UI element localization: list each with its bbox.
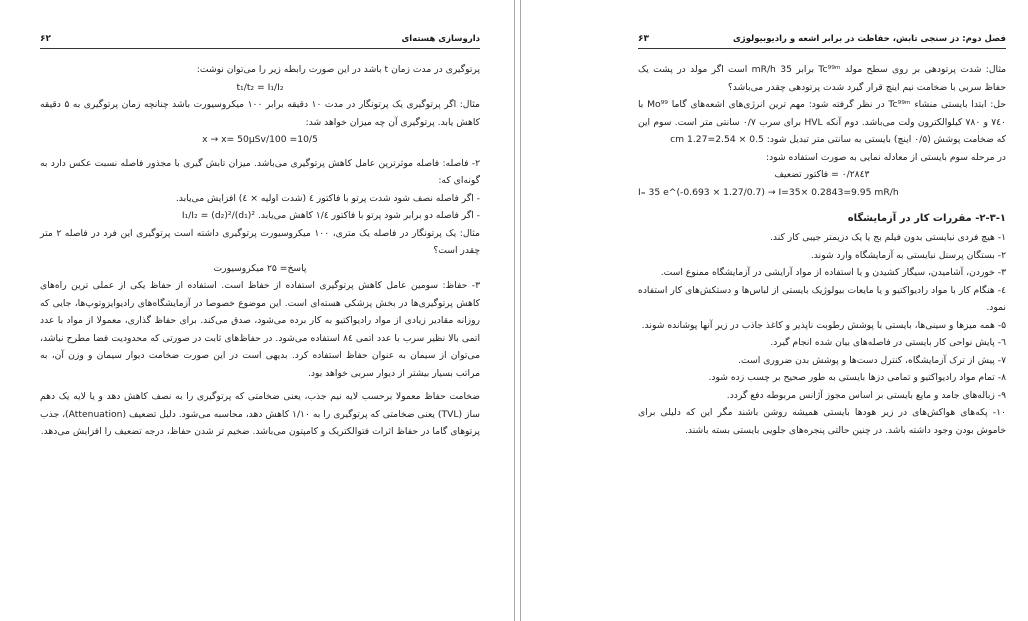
rule-item: ٤- هنگام کار با مواد رادیواکتیو و یا مایعات بیولوژیک بایستی از لباس‌ها و دستکش‌های کار استفاده نمود.	[638, 284, 1006, 313]
rule-item: ۲- بستگان پرسنل نبایستی به آزمایشگاه وارد شوند.	[810, 249, 1006, 261]
right-page-header	[638, 34, 1006, 49]
paragraph: حل: ابتدا بایستی منشاء Tc⁹⁹ᵐ در نظر گرفته شود: مهم ترین انرژی‌های اشعه‌های گاما Mo⁹⁹ با ۷٤۰ و ۷۸۰ کیلوالکترون ولت می‌باشد. دوم آنکه HVL برای سرب ۰/۷ سانتی متر است. سوم این که ضخامت پوشش (۰/۵ اینچ) بایستی به سانتی متر تبدیل شود: 0.5 × 2.54=1.27 cm	[638, 99, 1006, 145]
paragraph: ضخامت حفاظ معمولا برحسب لایه نیم جذب، یعنی ضخامتی که پرتوگیری را به نصف کاهش دهد و یا لایه یک دهم ساز (TVL) یعنی ضخامتی که پرتوگیری را به ۱/۱۰ کاهش دهد، محاسبه می‌شود. دلیل تضعیف (Attenuation)، جذب پرتوهای گاما در حفاظ اثرات فتوالکتریک و کامپتون می‌باشد. ضخیم تر شدن حفاظ، درجه تضعیف را افزایش می‌دهد.	[40, 391, 480, 437]
rule-item: ۵- همه میزها و سینی‌ها، بایستی با پوشش رطوبت ناپذیر و کاغذ جاذب در زیر آنها پوشانده شوند.	[641, 319, 1006, 331]
rule-item: ۸- تمام مواد رادیواکتیو و تمامی دزها بایستی به طور صحیح بر چسب زده شود.	[708, 372, 1006, 383]
right-header-title: فصل دوم: دز سنجی تابش، حفاظت در برابر اشعه و رادیوبیولوژی	[733, 34, 1006, 44]
paragraph: ۲- فاصله: فاصله موثرترین عامل کاهش پرتوگیری می‌باشد. میزان تابش گیری با مجذور فاصله نسبت عکس دارد به گونه‌ای که:	[40, 157, 480, 186]
gutter-line-left	[514, 0, 515, 621]
rule-item: ۱- هیچ فردی نبایستی بدون فیلم بج یا یک دزیمتر جیبی کار کند.	[769, 232, 1006, 243]
section-heading: ۲-۳-۱- مقررات کار در آزمایشگاه	[847, 213, 1006, 224]
formula: t₁/t₂ = I₁/I₂	[236, 81, 284, 93]
left-page	[0, 0, 510, 621]
paragraph: مثال: اگر پرتوگیری یک پرتونگار در مدت ۱۰ دقیقه برابر ۱۰۰ میکروسیورت باشد چنانچه زمان پرتوگیری به ۵ دقیقه کاهش یابد. پرتوگیری آن چه میزان خواهد شد:	[40, 99, 480, 128]
paragraph: ۳- حفاظ: سومین عامل کاهش پرتوگیری استفاده از حفاظ است. استفاده از حفاظ یکی از عملی ترین راه‌های کاهش پرتوگیری‌ها در بخش پزشکی هسته‌ای است. این موضوع خصوصا در آزمایشگاه‌های رادیوایزوتوپ‌ها، جایی که روزانه مقادیر زیادی از مواد رادیواکتیو به کار برده می‌شود، صدق می‌کند. برای حفاظ گذاری، معمولا از مواد با عدد اتمی بالا نظیر سرب با عدد اتمی ۸٤ استفاده می‌شود. در حفاظ‌های ثابت در صورتی که محدودیت فضا مطرح نباشد، می‌توان از سیمان به عنوان حفاظ استفاده کرد. بدیهی است در این صورت ضخامت دیوار سیمان و وزن آن، به مراتب بسیار بیشتر از دیوار سربی خواهد بود.	[40, 280, 480, 379]
paragraph: در مرحله سوم بایستی از معادله نمایی به صورت استفاده شود:	[765, 151, 1006, 163]
paragraph: مثال: شدت پرتودهی بر روی سطح مولد Tc⁹⁹ᵐ برابر 35 mR/h است اگر مولد در پشت یک حفاظ سربی با ضخامت نیم اینچ قرار گیرد شدت پرتودهی چقدر می‌باشد؟	[638, 64, 1007, 93]
formula: 10/5= 100/x → x= 50µSv	[202, 134, 318, 145]
gutter-line-right	[520, 0, 521, 621]
rule-item: ۳- خوردن، آشامیدن، سیگار کشیدن و یا استفاده از مواد آرایشی در آزمایشگاه ممنوع است.	[660, 267, 1006, 278]
rule-item: ۱۰- پکه‌های هواکش‌های در زیر هودها بایستی همیشه روشن باشند مگر این که دلیلی برای خاموش بودن وجود داشته باشد. در چنین حالتی پنجره‌های جلویی بایستی بسته باشند.	[638, 407, 1006, 436]
left-header-title: داروسازی هسته‌ای	[401, 34, 480, 44]
left-page-header	[40, 34, 480, 49]
left-page-number: ۶۲	[40, 34, 51, 44]
left-page-body	[40, 61, 480, 441]
rule-item: ۷- پیش از ترک آزمایشگاه، کنترل دست‌ها و پوشش بدن ضروری است.	[738, 354, 1006, 366]
answer: پاسخ= ۲۵ میکروسیورت	[213, 262, 307, 274]
right-page	[523, 0, 1028, 621]
rule-item: ٦- پایش نواحی کار بایستی در فاصله‌های بیان شده انجام گیرد.	[770, 337, 1006, 348]
right-page-body	[638, 61, 1006, 439]
rule-item: ۹- زباله‌های جامد و مایع بایستی بر اساس مجوز آژانس مربوطه دفع گردد.	[726, 389, 1006, 401]
formula: I₌ 35 e^(-0.693 × 1.27/0.7) → I=35× 0.2843=9.95 mR/h	[638, 186, 899, 198]
formula: ۰/۲۸٤۳ = فاکتور تضعیف	[774, 169, 870, 180]
right-page-number: ۶۳	[638, 34, 649, 44]
list-item: - اگر فاصله دو برابر شود پرتو با فاکتور ۱/٤ کاهش می‌یابد. I₁/I₂ = (d₂)²/(d₁)²	[181, 210, 480, 221]
list-item: - اگر فاصله نصف شود شدت پرتو با فاکتور ٤ (شدت اولیه × ٤) افزایش می‌یابد.	[175, 192, 480, 204]
paragraph: مثال: یک پرتونگار در فاصله یک متری، ۱۰۰ میکروسیورت پرتوگیری داشته است پرتوگیری این فرد در فاصله ۲ متر چقدر است؟	[40, 227, 480, 256]
paragraph: پرتوگیری در مدت زمان t باشد در این صورت رابطه زیر را می‌توان نوشت:	[196, 64, 480, 75]
